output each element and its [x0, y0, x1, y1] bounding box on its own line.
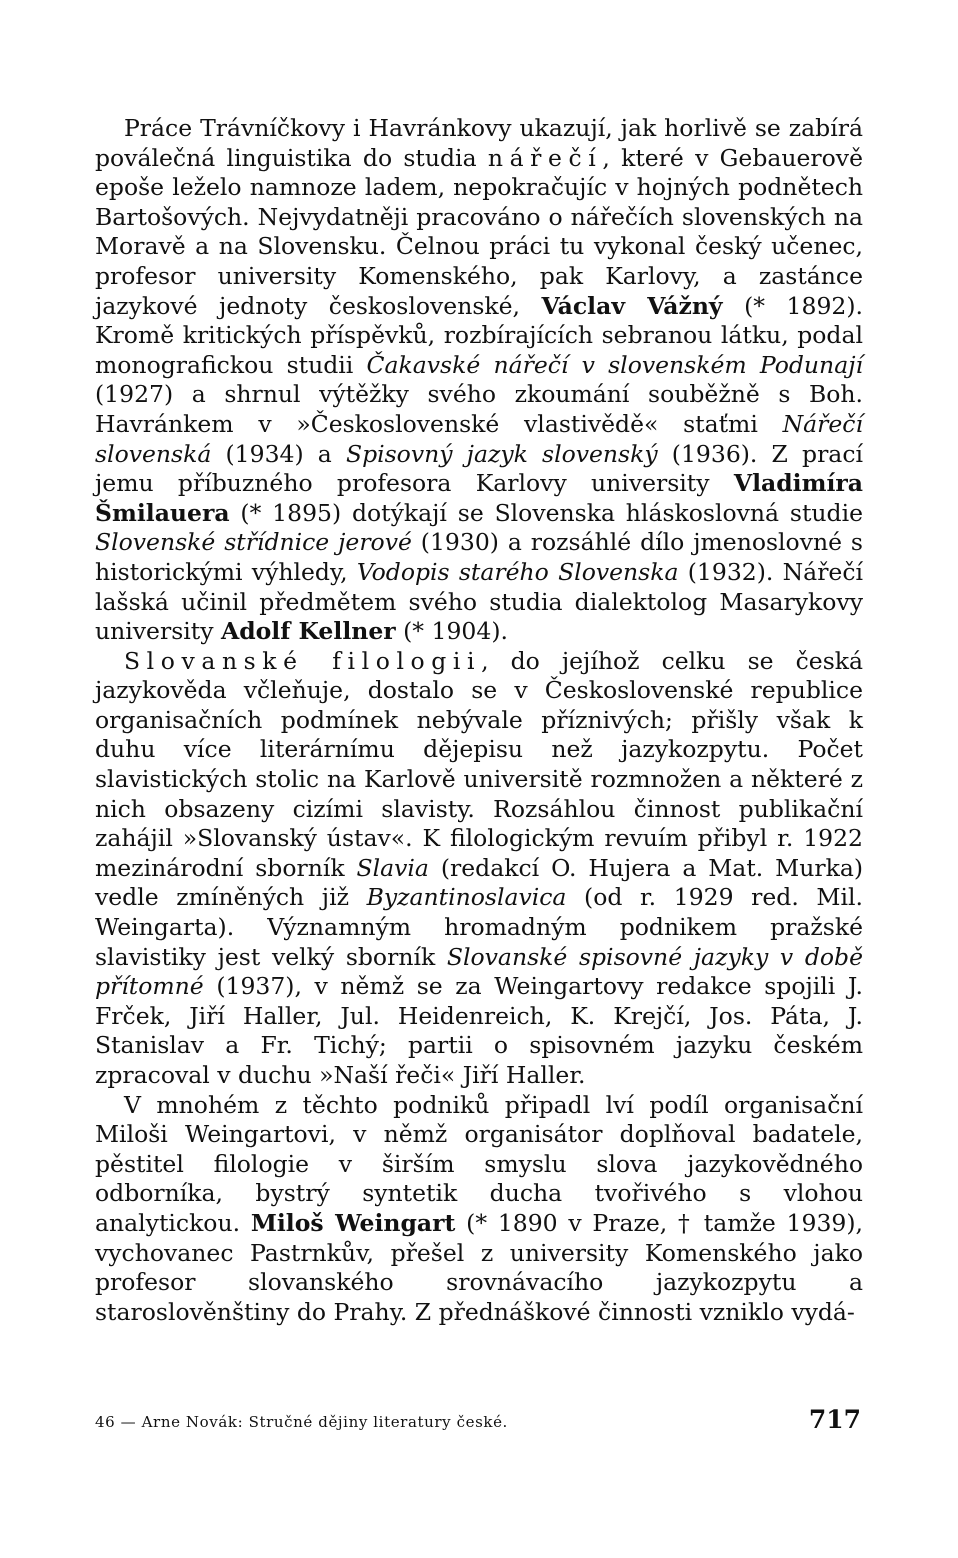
italic-title: Vodopis starého Slovenska [356, 557, 679, 586]
text-run: (1934) a [211, 439, 346, 468]
text-run: (* 1904). [395, 617, 508, 646]
paragraph-dialectology [95, 114, 863, 647]
italic-title: Spisovný jazyk slovenský [345, 439, 658, 468]
spaced-term: Slovanské filologii [124, 646, 482, 675]
text-run: (* 1895) dotýkají se Slovenska hláskoslovná studie [229, 498, 863, 527]
paragraph-slavic-philology [95, 647, 863, 1091]
bold-name: Vladimíra Šmilauera [95, 469, 863, 527]
bold-name: Miloš Weingart [250, 1208, 456, 1237]
italic-title: Byzantinoslavica [366, 883, 567, 912]
page-text [95, 114, 863, 1327]
text-run: Práce Trávníčkovy i Havránkovy ukazují, jak horlivě se zabírá poválečná linguistika do studia [95, 114, 863, 172]
page-number: 717 [808, 1405, 861, 1434]
text-run: V mnohém z těchto podniků připadl lví podíl organisační Miloši Weingartovi, v němž organisátor doplňoval badatele, pěstitel filologie v širším smyslu slova jazykovědného odborníka, bystrý syntetik ducha tvořivého s vlohou analytickou. [95, 1090, 863, 1237]
text-run: (1932). Nářečí lašská učinil předmětem svého studia dialektolog Masarykovy university [95, 557, 864, 646]
italic-title: Slovenské střídnice jerové [95, 528, 412, 557]
text-run: (1937), v němž se za Weingartovy redakce spojili J. Frček, Jiří Haller, Jul. Heidenreich, K. Krejčí, Jos. Páta, J. Stanislav a Fr. Tichý; partii o spisovném jazyku českém zpracoval v duchu »Naší řeči« Jiří Haller. [95, 972, 863, 1089]
italic-title: Slavia [356, 853, 429, 882]
text-run: (redakcí O. Hujera a Mat. Murka) vedle zmíněných již [95, 853, 863, 912]
text-run: (1927) a shrnul výtěžky svého zkoumání souběžně s Boh. Havránkem v »Československé vlastivědě« staťmi [95, 380, 863, 438]
text-run: (od r. 1929 red. Mil. Weingarta). Významným hromadným podnikem pražské slavistiky jest velký sborník [95, 883, 863, 971]
italic-title: Nářečí slovenská [95, 409, 863, 468]
text-run: (* 1890 v Praze, † tamže 1939), vychovanec Pastrnkův, přešel z university Komenského jako profesor slovanského srovnávacího jazykozpytu a staroslověnštiny do Prahy. Z přednáškové činnosti vzniklo vydá- [95, 1208, 863, 1326]
bold-name: Adolf Kellner [220, 617, 396, 646]
text-run: , které v Gebauerově epoše leželo namnoze ladem, nepokračujíc v hojných podnětech Bartošových. Nejvydatněji pracováno o nářečích slovenských na Moravě a na Slovensku. Čelnou práci tu vykonal český učenec, profesor university Komenského, pak Karlovy, a zastánce jazykové jednoty československé, [95, 143, 863, 320]
text-run: (1936). Z prací jemu příbuzného profesora Karlovy university [95, 439, 863, 498]
text-run: (1930) a rozsáhlé dílo jmenoslovné s historickými výhledy, [95, 528, 863, 586]
text-run: (* 1892). Kromě kritických příspěvků, rozbírajících sebranou látku, podal monografickou studii [95, 291, 863, 379]
text-run: , do jejíhož celku se česká jazykověda včleňuje, dostalo se v Československé republice organisačních podmínek nebývale příznivých; přišly však k duhu více literárnímu dějepisu než jazykozpytu. Počet slavistických stolic na Karlově universitě rozmnožen a některé z nich obsazeny cizími slavisty. Rozsáhlou činnost publikační zahájil »Slovanský ústav«. K filologickým revuím přibyl r. 1922 mezinárodní sborník [95, 646, 864, 882]
spaced-term: nářečí [487, 143, 603, 172]
bold-name: Václav Vážný [541, 291, 723, 320]
italic-title: Čakavské nářečí v slovenském Podunají [366, 350, 864, 379]
italic-title: Slovanské spisovné jazyky v době přítomné [95, 942, 863, 1001]
page-footer [95, 1403, 863, 1443]
paragraph-weingart [95, 1091, 863, 1328]
printer-signature: 46 — Arne Novák: Stručné dějiny literatury české. [95, 1413, 508, 1431]
